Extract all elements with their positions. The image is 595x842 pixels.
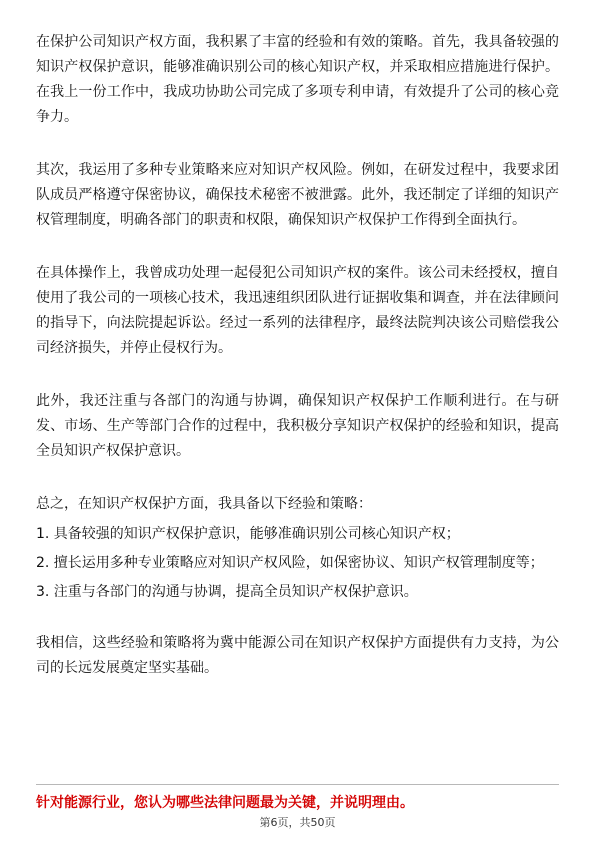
summary-intro: 总之，在知识产权保护方面，我具备以下经验和策略： [36, 496, 372, 512]
page-number: 第6页，共50页 [259, 816, 336, 829]
closing-paragraph: 我相信，这些经验和策略将为冀中能源公司在知识产权保护方面提供有力支持，为公司的长远发展奠定坚实基础。 [36, 635, 559, 676]
answer-body [36, 30, 559, 709]
summary-item-2: 2. 擅长运用多种专业策略应对知识产权风险，如保密协议、知识产权管理制度等； [36, 555, 544, 571]
paragraph-case: 在具体操作上，我曾成功处理一起侵犯公司知识产权的案件。该公司未经授权，擅自使用了我公司的一项核心技术，我迅速组织团队进行证据收集和调查，并在法律顾问的指导下，向法院提起诉讼。经过一系列的法律程序，最终法院判决该公司赔偿我公司经济损失，并停止侵权行为。 [36, 265, 559, 356]
next-question: 针对能源行业，您认为哪些法律问题最为关键，并说明理由。 [36, 795, 414, 811]
summary-item-1: 1. 具备较强的知识产权保护意识，能够准确识别公司核心知识产权； [36, 526, 460, 542]
summary-item-3: 3. 注重与各部门的沟通与协调，提高全员知识产权保护意识。 [36, 584, 418, 600]
paragraph-coordination: 此外，我还注重与各部门的沟通与协调，确保知识产权保护工作顺利进行。在与研发、市场、生产等部门合作的过程中，我积极分享知识产权保护的经验和知识，提高全员知识产权保护意识。 [36, 393, 559, 459]
section-spacer [36, 609, 559, 631]
paragraph-strategies: 其次，我运用了多种专业策略来应对知识产权风险。例如，在研发过程中，我要求团队成员严格遵守保密协议，确保技术秘密不被泄露。此外，我还制定了详细的知识产权管理制度，明确各部门的职责和权限，确保知识产权保护工作得到全面执行。 [36, 162, 559, 228]
paragraph-experience: 在保护公司知识产权方面，我积累了丰富的经验和有效的策略。首先，我具备较强的知识产权保护意识，能够准确识别公司的核心知识产权，并采取相应措施进行保护。在我上一份工作中，我成功协助公司完成了多项专利申请，有效提升了公司的核心竞争力。 [36, 34, 559, 125]
divider-line [36, 784, 559, 785]
